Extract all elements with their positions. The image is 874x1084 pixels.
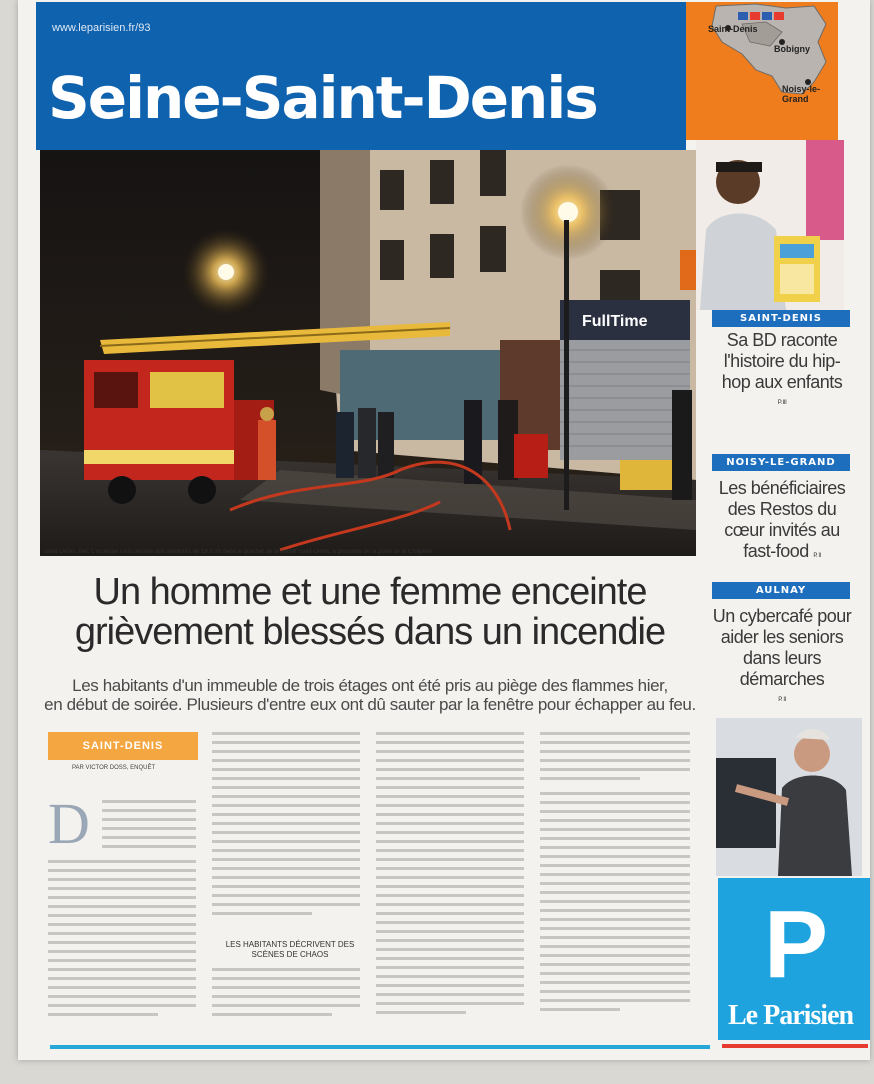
site-url: www.leparisien.fr/93	[52, 22, 151, 34]
logo-name: Le Parisien	[728, 1000, 854, 1031]
section-title: Seine-Saint-Denis	[48, 64, 597, 132]
standfirst	[40, 676, 700, 714]
article-byline: PAR VICTOR DOSS, ENQUÊT	[72, 765, 156, 771]
rail-tag: AULNAY	[712, 582, 850, 599]
logo-letter: P	[764, 891, 829, 998]
bd-author-photo	[696, 140, 844, 310]
article-kicker: SAINT-DENIS	[48, 732, 198, 760]
department-map	[686, 2, 838, 140]
rail-teaser-text: Sa BD raconte l'histoire du hip-hop aux enfants	[721, 330, 843, 392]
shop-sign: FullTime	[582, 313, 648, 330]
fire-scene-photo	[40, 150, 696, 556]
map-icon	[686, 2, 838, 140]
article-subhead: LES HABITANTS DÉCRIVENT DES SCÈNES DE CHAOS	[225, 940, 355, 959]
page-reference: P. II	[813, 553, 821, 559]
photo-caption: Saint-Denis, hier. L'incendie s'est déclaré aux alentours de 19 h 30 dans le quartier de la plaine Saint-Denis, à proximité de la porte de la Chapelle.	[44, 549, 434, 555]
rail-teaser[interactable]	[710, 478, 854, 567]
rail-tag: NOISY-LE-GRAND	[712, 454, 850, 471]
map-label: Bobigny	[774, 44, 810, 54]
rail-tag: SAINT-DENIS	[712, 310, 850, 327]
headline-line: Un homme et une femme enceinte	[93, 571, 647, 613]
senior-photo	[716, 718, 862, 876]
map-label: Noisy-le-Grand	[782, 84, 821, 104]
drop-cap: D	[48, 791, 90, 856]
standfirst-line: en début de soirée. Plusieurs d'entre eux ont dû sauter par la fenêtre pour échapper au feu.	[44, 695, 696, 714]
rail-teaser-text: Un cybercafé pour aider les seniors dans leurs démarches	[712, 606, 852, 689]
bottom-rule	[50, 1045, 710, 1049]
page-reference: P. II	[778, 697, 786, 703]
logo-rule	[722, 1044, 868, 1048]
article-columns	[46, 730, 716, 1030]
rail-teaser[interactable]	[710, 606, 854, 711]
headline	[40, 572, 700, 652]
rail-teaser[interactable]	[710, 330, 854, 414]
page-reference: P. III	[777, 400, 787, 406]
le-parisien-logo	[718, 878, 870, 1040]
headline-line: grièvement blessés dans un incendie	[74, 611, 666, 653]
masthead	[36, 2, 686, 150]
standfirst-line: Les habitants d'un immeuble de trois étages ont été pris au piège des flammes hier,	[72, 676, 668, 695]
map-label: Saint-Denis	[708, 24, 758, 34]
rail-teaser-text: Les bénéficiaires des Restos du cœur invités au fast-food	[718, 478, 846, 561]
